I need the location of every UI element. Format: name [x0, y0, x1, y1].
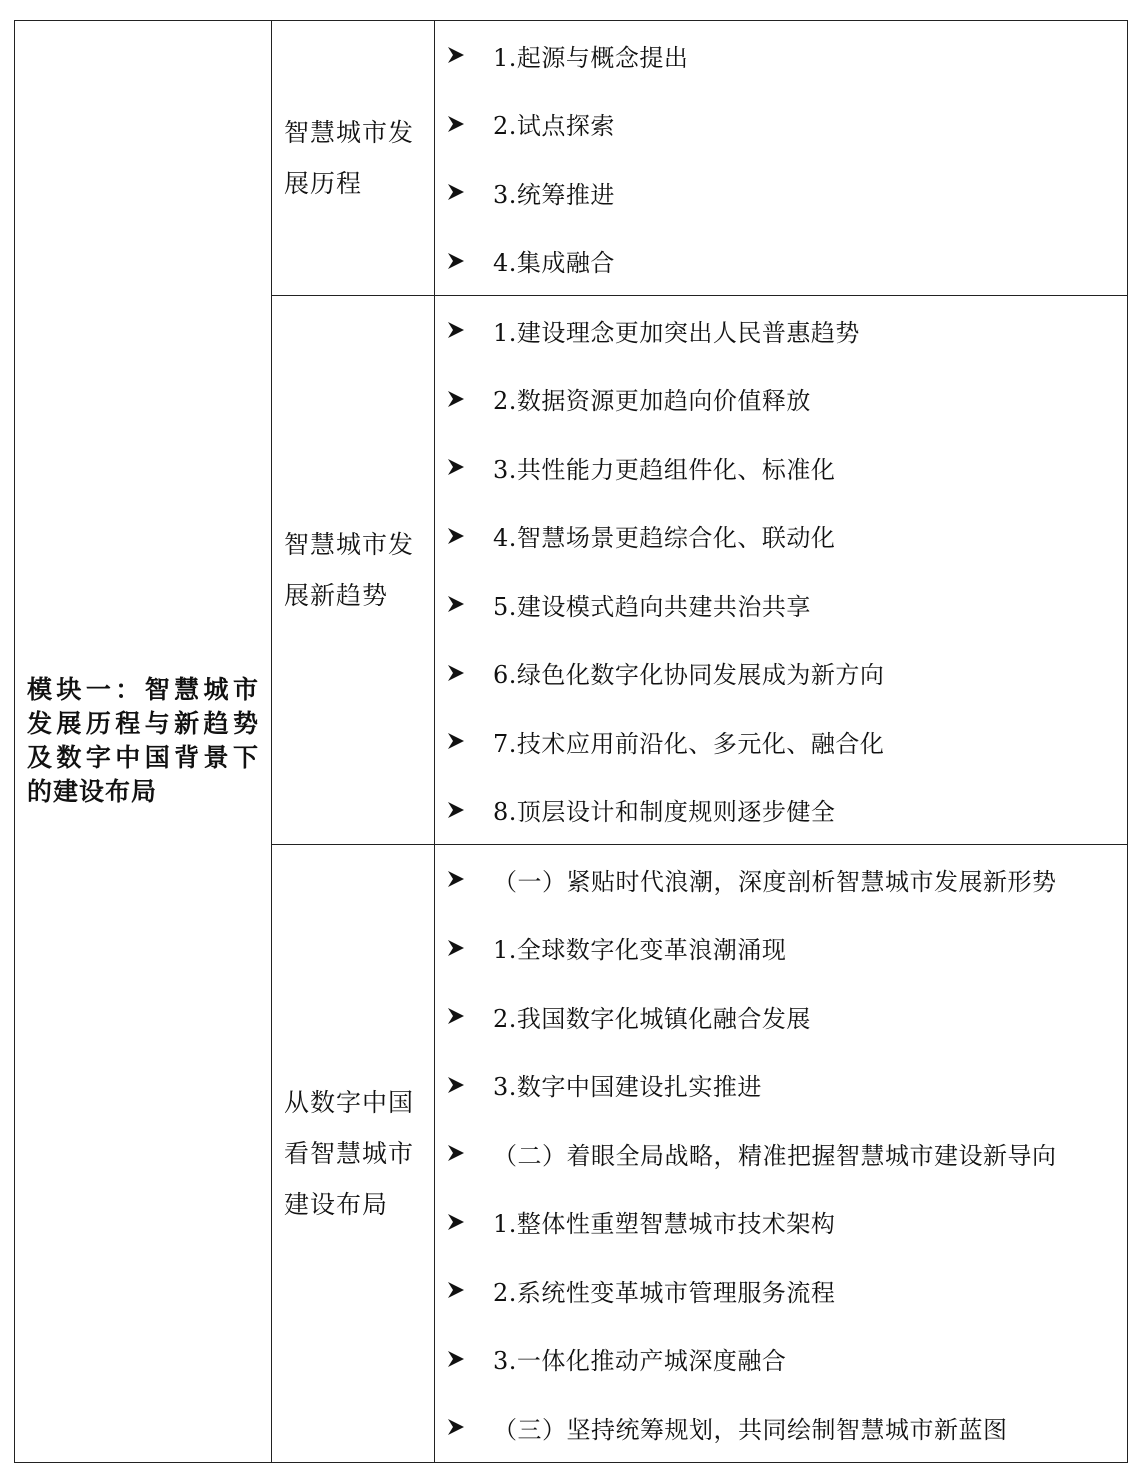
arrowhead-bullet-icon: [435, 183, 493, 201]
arrowhead-bullet-icon: [435, 1076, 493, 1094]
list-item-text: 1.起源与概念提出: [493, 43, 689, 72]
arrowhead-bullet-icon: [435, 732, 493, 750]
arrowhead-bullet-icon: [435, 1418, 493, 1436]
arrowhead-bullet-icon: [435, 1281, 493, 1299]
list-item: [435, 1051, 1127, 1120]
list-item-text: 7.技术应用前沿化、多元化、融合化: [493, 729, 885, 758]
list-item-text: 3.一体化推动产城深度融合: [493, 1347, 787, 1376]
list-item-text: 1.全球数字化变革浪潮涌现: [493, 936, 787, 965]
list-item: [435, 433, 1127, 502]
list-item: [435, 707, 1127, 776]
list-item: [435, 639, 1127, 708]
list-item-text: （二）着眼全局战略，精准把握智慧城市建设新导向: [493, 1141, 1057, 1170]
section-cell: [272, 296, 435, 845]
section-cell: [272, 21, 435, 296]
list-item-text: 2.数据资源更加趋向价值释放: [493, 387, 811, 416]
arrowhead-bullet-icon: [435, 527, 493, 545]
list-item-text: 2.我国数字化城镇化融合发展: [493, 1004, 811, 1033]
list-item-text: （三）坚持统筹规划，共同绘制智慧城市新蓝图: [493, 1415, 1008, 1444]
list-item: [435, 1119, 1127, 1188]
list-item: [435, 21, 1127, 90]
arrowhead-bullet-icon: [435, 1007, 493, 1025]
list-item: [435, 776, 1127, 845]
list-item: [435, 570, 1127, 639]
arrowhead-bullet-icon: [435, 46, 493, 64]
arrowhead-bullet-icon: [435, 390, 493, 408]
list-item: [435, 502, 1127, 571]
items-cell: [435, 21, 1128, 296]
list-item-text: 1.建设理念更加突出人民普惠趋势: [493, 318, 860, 347]
list-item-text: 6.绿色化数字化协同发展成为新方向: [493, 661, 885, 690]
list-item: [435, 914, 1127, 983]
arrowhead-bullet-icon: [435, 458, 493, 476]
list-item-text: 5.建设模式趋向共建共治共享: [493, 592, 811, 621]
list-item-text: （一）紧贴时代浪潮，深度剖析智慧城市发展新形势: [493, 867, 1057, 896]
list-item: [435, 1393, 1127, 1462]
items-cell: [435, 296, 1128, 845]
module-title: 模块一：智慧城市发展历程与新趋势及数字中国背景下的建设布局: [27, 675, 259, 807]
item-list: [435, 21, 1127, 295]
section-title: 从数字中国看智慧城市建设布局: [284, 1087, 415, 1219]
module-cell: [15, 21, 272, 1463]
list-item: [435, 1256, 1127, 1325]
section-title: 智慧城市发展历程: [284, 118, 415, 198]
list-item-text: 2.试点探索: [493, 112, 615, 141]
item-list: [435, 296, 1127, 844]
arrowhead-bullet-icon: [435, 939, 493, 957]
list-item: [435, 227, 1127, 296]
list-item-text: 3.统筹推进: [493, 180, 615, 209]
arrowhead-bullet-icon: [435, 595, 493, 613]
arrowhead-bullet-icon: [435, 801, 493, 819]
list-item-text: 2.系统性变革城市管理服务流程: [493, 1278, 836, 1307]
list-item: [435, 158, 1127, 227]
section-title: 智慧城市发展新趋势: [284, 530, 415, 610]
list-item-text: 3.数字中国建设扎实推进: [493, 1073, 762, 1102]
section-cell: [272, 845, 435, 1463]
list-item-text: 3.共性能力更趋组件化、标准化: [493, 455, 836, 484]
arrowhead-bullet-icon: [435, 1350, 493, 1368]
item-list: [435, 845, 1127, 1462]
arrowhead-bullet-icon: [435, 664, 493, 682]
list-item: [435, 90, 1127, 159]
arrowhead-bullet-icon: [435, 870, 493, 888]
list-item-text: 1.整体性重塑智慧城市技术架构: [493, 1210, 836, 1239]
course-outline-table: [14, 20, 1128, 1463]
arrowhead-bullet-icon: [435, 321, 493, 339]
items-cell: [435, 845, 1128, 1463]
list-item: [435, 845, 1127, 914]
list-item: [435, 365, 1127, 434]
arrowhead-bullet-icon: [435, 252, 493, 270]
list-item: [435, 982, 1127, 1051]
list-item-text: 4.集成融合: [493, 249, 615, 278]
list-item-text: 8.顶层设计和制度规则逐步健全: [493, 798, 836, 827]
arrowhead-bullet-icon: [435, 115, 493, 133]
table-row: [15, 21, 1128, 296]
arrowhead-bullet-icon: [435, 1144, 493, 1162]
list-item: [435, 296, 1127, 365]
arrowhead-bullet-icon: [435, 1213, 493, 1231]
list-item: [435, 1325, 1127, 1394]
list-item-text: 4.智慧场景更趋综合化、联动化: [493, 524, 836, 553]
list-item: [435, 1188, 1127, 1257]
